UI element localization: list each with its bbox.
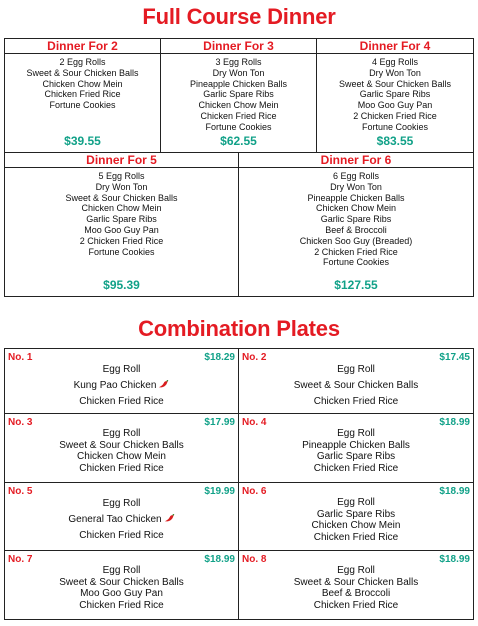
plate-number: No. 4 xyxy=(242,417,267,428)
plate-items xyxy=(239,362,473,410)
plate-item: Chicken Fried Rice xyxy=(313,396,399,407)
dinner-item: Beef & Broccoli xyxy=(325,224,387,235)
plate-price: $19.99 xyxy=(204,486,235,497)
dinner-name: Dinner For 3 xyxy=(161,39,316,54)
dinner-items xyxy=(239,168,473,268)
dinner-item: 5 Egg Rolls xyxy=(98,171,145,181)
dinner-for-3-box xyxy=(160,38,317,153)
plate-item: Garlic Spare Ribs xyxy=(316,451,396,463)
dinner-item: Garlic Spare Ribs xyxy=(86,214,157,225)
plate-item: Egg Roll xyxy=(102,428,141,439)
combination-plates-title: Combination Plates xyxy=(138,316,340,341)
dinner-price: $95.39 xyxy=(103,278,140,292)
dinner-items xyxy=(161,54,316,133)
dinner-item: Garlic Spare Ribs xyxy=(320,214,392,225)
dinner-price: $83.55 xyxy=(376,134,414,148)
plate-number: No. 7 xyxy=(8,554,33,565)
plate-items xyxy=(5,565,238,611)
plate-items xyxy=(239,565,473,611)
dinner-item: Fortune Cookies xyxy=(205,121,272,132)
dinner-name: Dinner For 6 xyxy=(239,153,473,168)
dinner-for-6-box xyxy=(238,152,474,297)
plate-price: $18.99 xyxy=(439,486,470,497)
dinner-item: Moo Goo Guy Pan xyxy=(357,100,433,111)
plate-item-row xyxy=(5,378,238,394)
plate-items xyxy=(239,428,473,474)
plate-item: Beef & Broccoli xyxy=(321,588,391,600)
dinner-item: Fortune Cookies xyxy=(88,246,155,257)
plate-item: General Tao Chicken xyxy=(68,514,162,525)
plate-item: Garlic Spare Ribs xyxy=(316,508,396,520)
plate-number: No. 1 xyxy=(8,352,33,363)
dinner-item: Chicken Fried Rice xyxy=(44,89,121,100)
plate-item: Kung Pao Chicken xyxy=(73,380,157,391)
dinner-item: Fortune Cookies xyxy=(361,121,429,132)
dinner-item: 4 Egg Rolls xyxy=(371,57,419,67)
dinner-item: Garlic Spare Ribs xyxy=(203,89,274,100)
dinner-item: Sweet & Sour Chicken Balls xyxy=(338,78,452,89)
plate-price: $18.99 xyxy=(439,554,470,565)
combo-plate-4 xyxy=(238,413,474,483)
plate-items xyxy=(5,496,238,544)
dinner-item: Sweet & Sour Chicken Balls xyxy=(26,67,139,78)
plate-item: Egg Roll xyxy=(102,364,141,375)
dinner-name: Dinner For 4 xyxy=(317,39,473,54)
combo-plate-2 xyxy=(238,348,474,414)
dinner-name: Dinner For 2 xyxy=(5,39,160,54)
plate-item: Pineapple Chicken Balls xyxy=(302,439,410,451)
plate-price: $17.99 xyxy=(204,417,235,428)
dinner-item: 2 Chicken Fried Rice xyxy=(353,110,437,121)
plate-price: $18.99 xyxy=(204,554,235,565)
dinner-item: Moo Goo Guy Pan xyxy=(84,224,159,235)
plate-item: Egg Roll xyxy=(337,497,375,508)
chili-pepper-icon xyxy=(164,514,175,523)
dinner-item: Chicken Fried Rice xyxy=(200,110,277,121)
dinner-item: 2 Chicken Fried Rice xyxy=(79,235,164,246)
plate-items xyxy=(5,362,238,410)
dinner-for-5-box xyxy=(4,152,239,297)
dinner-item: Chicken Soo Guy (Breaded) xyxy=(299,235,413,246)
dinner-item: Sweet & Sour Chicken Balls xyxy=(65,192,178,203)
dinner-item: 2 Chicken Fried Rice xyxy=(314,246,398,257)
plate-number: No. 3 xyxy=(8,417,33,428)
dinner-item: Pineapple Chicken Balls xyxy=(189,78,288,89)
dinner-item: Chicken Chow Mein xyxy=(81,203,162,214)
dinner-item: Pineapple Chicken Balls xyxy=(307,192,405,203)
plate-number: No. 5 xyxy=(8,486,33,497)
dinner-item: Dry Won Ton xyxy=(212,67,265,78)
dinner-item: Chicken Chow Mein xyxy=(198,100,279,111)
plate-item: Chicken Fried Rice xyxy=(313,599,399,611)
dinner-item: Fortune Cookies xyxy=(322,257,390,268)
dinner-item: Dry Won Ton xyxy=(369,67,421,78)
plate-price: $18.29 xyxy=(204,352,235,363)
dinner-item: 2 Egg Rolls xyxy=(59,57,106,67)
plate-number: No. 8 xyxy=(242,554,267,565)
dinner-for-2-box xyxy=(4,38,161,153)
plate-price: $17.45 xyxy=(439,352,470,363)
dinner-price: $127.55 xyxy=(334,278,378,292)
plate-price: $18.99 xyxy=(439,417,470,428)
dinner-name: Dinner For 5 xyxy=(5,153,238,168)
dinner-price: $39.55 xyxy=(64,134,101,148)
plate-item: Sweet & Sour Chicken Balls xyxy=(293,380,419,391)
plate-item: Sweet & Sour Chicken Balls xyxy=(59,576,184,588)
combo-plate-1 xyxy=(4,348,239,414)
plate-items xyxy=(239,497,473,543)
plate-item: Chicken Fried Rice xyxy=(313,531,399,543)
plate-number: No. 2 xyxy=(242,352,267,363)
plate-item-row xyxy=(5,512,238,528)
plate-item: Egg Roll xyxy=(337,364,375,375)
plate-item: Sweet & Sour Chicken Balls xyxy=(293,576,419,588)
combo-plate-7 xyxy=(4,550,239,620)
plate-item: Chicken Fried Rice xyxy=(313,462,399,474)
plate-item: Sweet & Sour Chicken Balls xyxy=(59,439,184,451)
plate-item: Egg Roll xyxy=(102,498,141,509)
dinner-item: 3 Egg Rolls xyxy=(215,57,262,67)
dinner-items xyxy=(317,54,473,133)
full-course-dinner-title: Full Course Dinner xyxy=(142,4,336,29)
combo-plate-8 xyxy=(238,550,474,620)
plate-number: No. 6 xyxy=(242,486,267,497)
dinner-item: Fortune Cookies xyxy=(49,100,116,111)
dinner-item: Dry Won Ton xyxy=(330,181,382,192)
plate-item: Egg Roll xyxy=(337,565,375,576)
dinner-item: Dry Won Ton xyxy=(95,181,148,192)
dinner-for-4-box xyxy=(316,38,474,153)
plate-item: Moo Goo Guy Pan xyxy=(80,588,163,600)
dinner-item: Chicken Chow Mein xyxy=(42,78,123,89)
dinner-item: Chicken Chow Mein xyxy=(315,203,397,214)
plate-item: Egg Roll xyxy=(102,565,141,576)
combo-plate-3 xyxy=(4,413,239,483)
plate-item: Chicken Chow Mein xyxy=(77,451,166,463)
plate-item: Chicken Fried Rice xyxy=(79,396,164,407)
plate-item: Chicken Fried Rice xyxy=(79,530,164,541)
dinner-item: Garlic Spare Ribs xyxy=(359,89,431,100)
plate-item: Chicken Fried Rice xyxy=(79,462,164,474)
dinner-item: 6 Egg Rolls xyxy=(332,171,380,181)
plate-items xyxy=(5,428,238,474)
combo-plate-5 xyxy=(4,482,239,551)
dinner-items xyxy=(5,54,160,111)
dinner-items xyxy=(5,168,238,257)
plate-item: Chicken Fried Rice xyxy=(79,599,164,611)
plate-item: Chicken Chow Mein xyxy=(311,520,401,532)
plate-item: Egg Roll xyxy=(337,428,375,439)
dinner-price: $62.55 xyxy=(220,134,257,148)
combo-plate-6 xyxy=(238,482,474,551)
chili-pepper-icon xyxy=(158,380,169,389)
